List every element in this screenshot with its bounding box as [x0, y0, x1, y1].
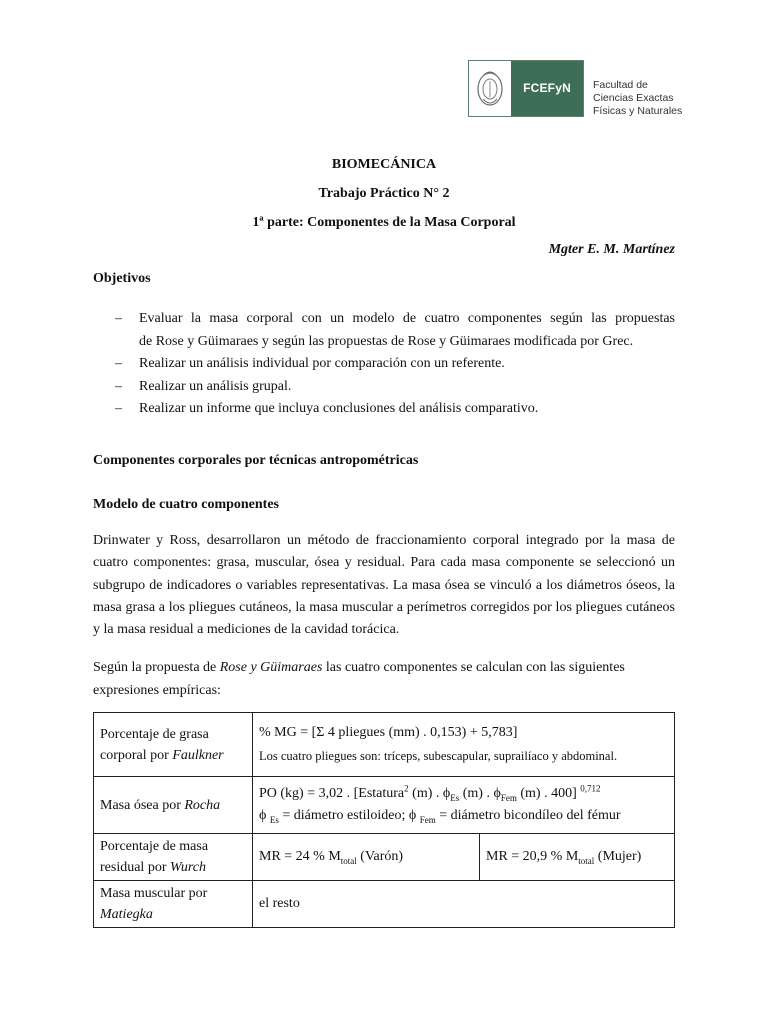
formula-sub: total: [578, 855, 595, 866]
faculty-logo: [468, 60, 698, 117]
formula-part: (m) . ϕ: [459, 785, 501, 801]
section-heading-four-components: Modelo de cuatro componentes: [93, 497, 279, 512]
formula-sup: 2: [404, 782, 409, 793]
author-name: Mgter E. M. Martínez: [548, 242, 675, 257]
objective-item: [93, 376, 675, 399]
note-part: ϕ: [259, 808, 270, 823]
fat-formula-note: Los cuatro pliegues son: tríceps, subescapular, suprailíaco y abdominal.: [259, 748, 618, 763]
dash-bullet: –: [115, 401, 122, 416]
objective-text: Realizar un informe que incluya conclusiones del análisis comparativo.: [139, 401, 539, 416]
bone-formula-note: [259, 805, 668, 828]
objective-text-cont: de Rose y Güimaraes y según las propuestas de Rose y Güimaraes modificada por Grec.: [139, 333, 634, 349]
row-formula-residual-male: [253, 834, 480, 881]
objectives-list: [93, 308, 675, 421]
note-sub: Fem: [419, 814, 436, 825]
formula-part: PO (kg) = 3,02 . [Estatura: [259, 785, 405, 801]
label-text: Porcentaje de masa residual por: [100, 839, 209, 875]
objective-text: Realizar un análisis individual por comparación con un referente.: [139, 356, 505, 371]
formula-part: (m) . 400]: [516, 785, 581, 801]
formula-part: (m) . ϕ: [408, 785, 451, 801]
table-row: [94, 881, 675, 928]
note-sub: Es: [269, 814, 279, 825]
row-label-residual: [94, 834, 253, 881]
row-label-fat: [94, 713, 253, 777]
label-author: Rocha: [184, 797, 221, 813]
note-part: = diámetro estiloideo; ϕ: [278, 808, 420, 823]
formula-part: (Mujer): [594, 848, 642, 864]
logo-brand: FCEFyN: [511, 61, 583, 116]
formula-part: MR = 20,9 % M: [486, 848, 579, 864]
label-text: Porcentaje de grasa corporal por: [100, 726, 209, 763]
label-text: Masa muscular por: [100, 886, 208, 901]
section-heading-anthropometric: Componentes corporales por técnicas antropométricas: [93, 453, 419, 468]
formula-sub: total: [340, 855, 357, 866]
formula-table: [93, 712, 675, 928]
dash-bullet: –: [115, 378, 122, 394]
fat-formula: % MG = [Σ 4 pliegues (mm) . 0,153) + 5,783]: [259, 725, 518, 740]
row-label-bone: [94, 777, 253, 834]
objectives-heading: Objetivos: [93, 271, 151, 286]
label-author: Faulkner: [172, 747, 224, 763]
logo-line: Físicas y Naturales: [593, 105, 683, 117]
practical-title: Trabajo Práctico N° 2: [318, 186, 450, 201]
dash-bullet: –: [115, 311, 122, 326]
logo-text: [593, 79, 682, 117]
logo-line: Ciencias Exactas: [593, 92, 674, 104]
formula-part: (Varón): [356, 848, 404, 864]
row-label-muscle: [94, 881, 253, 928]
formula-exponent: 0,712: [580, 782, 601, 793]
expressions-intro: [93, 657, 675, 702]
objectives-list-wrapper: [93, 308, 675, 421]
objective-text: Evaluar la masa corporal con un modelo de cuatro componentes según las propuestas: [139, 311, 675, 326]
bone-formula: [259, 783, 668, 806]
formula-sub: Es: [450, 792, 460, 803]
label-text: Masa ósea por: [100, 797, 185, 813]
intro-text-end: las cuatro componentes se calculan con las siguientes expresiones empíricas:: [93, 660, 625, 698]
objective-item: [93, 398, 675, 421]
row-formula-bone: [253, 777, 675, 834]
row-formula-muscle: el resto: [253, 881, 675, 928]
formula-sub: Fem: [500, 792, 517, 803]
objective-item: [93, 353, 675, 376]
row-formula-fat: [253, 713, 675, 777]
row-formula-residual-female: [480, 834, 675, 881]
logo-box: [468, 60, 584, 117]
label-author: Matiegka: [100, 907, 153, 922]
model-description-paragraph: Drinwater y Ross, desarrollaron un método de fraccionamiento corporal integrado por la masa de cuatro componentes: grasa, muscular, ósea y residual. Para cada masa componente se seleccionó un subgrupo de indicadores o variables representativas. La masa ósea se vinculó a los diámetros óseos, la masa grasa a los pliegues cutáneos, la masa muscular a perímetros corregidos por los pliegues cutáneos y la masa residual a mediciones de la cavidad torácica.: [93, 533, 675, 638]
table-row: [94, 777, 675, 834]
seal-icon: [469, 61, 511, 116]
formula-part: MR = 24 % M: [259, 848, 341, 864]
part-title: 1ª parte: Componentes de la Masa Corporal: [252, 215, 516, 230]
course-title: BIOMECÁNICA: [331, 157, 437, 172]
table-row: [94, 713, 675, 777]
dash-bullet: –: [115, 356, 122, 371]
objective-text: Realizar un análisis grupal.: [139, 378, 292, 394]
label-author: Wurch: [169, 860, 207, 875]
intro-authors: Rose y Güimaraes: [219, 660, 323, 675]
table-row: [94, 834, 675, 881]
objective-item: [93, 308, 675, 353]
intro-text: Según la propuesta de: [93, 660, 220, 675]
note-part: = diámetro bicondíleo del fémur: [435, 808, 621, 823]
logo-line: Facultad de: [593, 79, 648, 91]
